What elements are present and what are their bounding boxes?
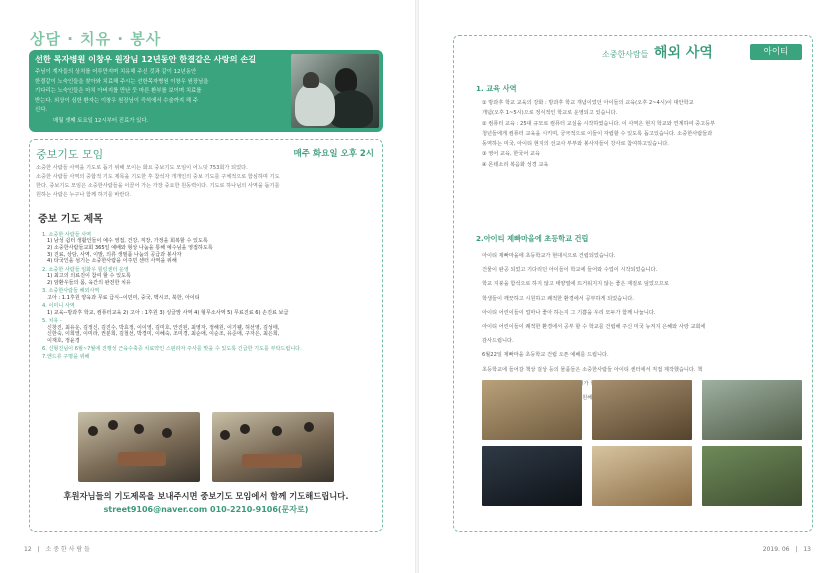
intro-line: 소중한 사람들 사역의 중합적 기도 제목을 기도한 후 참석자 개개인의 중보 기도를 구체적으로 함심하며 기도 — [36, 174, 280, 180]
clinic-title: 선한 목자병원 이창우 원장님 12년동안 한결같은 사랑의 손길 — [35, 54, 257, 64]
prayer-item-heading: 5. 치유 - — [42, 317, 62, 324]
prayer-title: 중보기도 모임 — [36, 148, 104, 161]
school-line: 감사드립니다. — [482, 338, 514, 345]
school-line: 건물이 완공 되었고 기다리던 아이들이 학교에 들어와 수업이 시작되었습니다. — [482, 267, 658, 274]
school-photo-4 — [482, 446, 582, 506]
haiti-tag: 아이티 — [750, 44, 802, 60]
page-number: 13 — [803, 546, 811, 553]
education-title: 1. 교육 사역 — [476, 84, 517, 93]
intro-line: 한다. 중보기도 모임은 소중한사람들을 이끌어 가는 가장 중요한 원동력이다. 기도로 하나님의 사역을 돕기를 — [36, 183, 280, 189]
clinic-body-line: 신다. — [35, 107, 48, 114]
edu-line: ③ 영어 교육, 한국어 교육 — [482, 151, 540, 158]
overseas-header — [602, 42, 713, 62]
prayer-item-heading: 6. 신형진님이 6월~7월에 진행성 근육수축증 치료약인 스핀라자 주사를 맞을 수 있도록 긴급한 기도를 부탁드립니다. — [42, 346, 302, 353]
footer-contact: street9106@naver.com 010-2210-9106(문자로) — [103, 505, 309, 514]
edu-line: 동역하는 미국, 아이티 현지의 선교사 부부와 봉사자들이 강사로 참여하고있습니다. — [482, 141, 669, 148]
prayer-photo-2 — [212, 412, 334, 482]
prayer-item-heading: 1. 소중한 사람들 사역 — [42, 231, 92, 238]
edu-line: ② 컴퓨터 교육 : 25대 규모로 컴퓨터 교실을 시작하였습니다. 이 사역은 현지 학교와 연계하여 중고등부 — [482, 120, 716, 127]
issue-date: 2019. 06 — [762, 546, 790, 553]
clinic-box — [29, 50, 383, 132]
school-line: 아이티 어린이들이 얼마나 좋아 하는지 그 기쁨을 우리 모두가 함께 나눕니다. — [482, 309, 656, 316]
page-number: 12 — [24, 546, 32, 553]
right-page-footer: 2019. 06 | 13 — [762, 546, 811, 553]
prayer-item-line: 이재호, 정윤경 — [47, 338, 80, 345]
school-photo-6 — [702, 446, 802, 506]
clinic-body — [35, 68, 287, 127]
school-line: 아이티 어린이들이 쾌적한 환경에서 공부 할 수 학교를 건립해 주신 미국 뉴저지 은혜와 사랑 교회에 — [482, 324, 706, 331]
left-page-footer: 12 | 소 중 한 사 람 들 — [24, 546, 90, 553]
prayer-item-heading: 2. 소중한 사람들 임화우 힐링센터 운영 — [42, 266, 129, 273]
school-line: 학교 지붕을 함석으로 하지 않고 태양열에 뜨거워지지 않는 좋은 재질로 덮었으므로 — [482, 281, 669, 288]
left-page — [0, 0, 417, 573]
prayer-item-line: 신창진, 최유운, 김정신, 김진수, 박효정, 이이영, 김미호, 안진된, 최영자, 정해원, 이기웰, 허선영, 김성태, — [47, 324, 280, 331]
clinic-photo — [291, 54, 379, 128]
school-line: 아이티 제빠마을에 초등학교가 현대식으로 건립되었습니다. — [482, 253, 616, 259]
header-small: 소중한사람들 — [602, 50, 649, 59]
clinic-body-line: 기다리는 노숙인들은 마치 아버지를 만난 듯 마른 환부를 보이며 치료를 — [35, 88, 202, 95]
clinic-body-line: 한결같이 노숙인들을 찾아와 치료해 주시는 선한목자병원 이창우 원장님을 — [35, 78, 209, 85]
page-label: 소 중 한 사 람 들 — [45, 546, 90, 553]
header-big: 해외 사역 — [653, 45, 713, 61]
overseas-box — [453, 35, 813, 532]
right-page — [417, 0, 835, 573]
school-photo-1 — [482, 380, 582, 440]
edu-line: 청년들에게 컴퓨터 교육을 시키며, 궁극적으로 이들이 자립할 수 있도록 돕고있습니다. 소중한사람들과 — [482, 130, 713, 137]
prayer-item-heading: 4. 이미니 사역 — [42, 303, 75, 310]
prayer-item-line: 1) 교육--방과후 학교, 컴퓨터교육 2) 고아 : 1후원 3) 싱글맘 사역 4) 형무소사역 5) 무료진료 6) 손진료 보급 — [47, 309, 289, 316]
prayer-meeting-time: 매주 화요일 오후 2시 — [293, 149, 374, 159]
school-line: 초등학교에 들어갈 책상 걸상 등의 물품들은 소중한사람들 아이티 센터에서 직접 제작했습니다. 책 — [482, 366, 703, 373]
school-photo-3 — [702, 380, 802, 440]
school-photo-2 — [592, 380, 692, 440]
prayer-item-line: 신한숙, 이희열, 이미라, 권분희, 김철선, 박경미, 이혜숙, 조미경, 최순애, 이순조, 유준애, 구자은, 최은희, — [47, 331, 280, 338]
school-line: 6월22일 제빠마을 초등학교 건립 오픈 예배를 드립니다. — [482, 352, 609, 359]
prayer-item-line: 3) 진료, 상담, 사역, 이발, 의류 생필품 나눔의 공급과 봉사자 — [47, 251, 182, 258]
education-list — [482, 98, 800, 170]
prayer-item-line: 2) 암환우들의 몸, 육간의 완전한 치유 — [47, 279, 131, 286]
school-photo-5 — [592, 446, 692, 506]
prayer-item-heading: 7.앤드류 구명을 위해 — [42, 354, 90, 361]
prayer-item-line: 1) 남성 쉼터 생활인들이 예수 영접, 건강, 직장, 가정을 회복할 수 있도록 — [47, 238, 208, 245]
prayer-item-line: 4) 타국인을 섬기는 소중한사람을 이주민 센터 사역을 위해 — [47, 258, 177, 265]
prayer-subtitle: 중보 기도 제목 — [38, 214, 103, 225]
prayer-item-line: 2) 소중한사람들교회 365일 예배와 형상 나눔을 통해 예수님을 영접하도록 — [47, 244, 213, 251]
school-photos — [482, 380, 802, 506]
prayer-footer — [29, 488, 383, 518]
intro-line: 원하는 사람은 누구나 함께 하기를 바란다. — [36, 192, 132, 198]
clinic-body-line: 받는다. 외상이 심한 환자는 이창우 원장님이 즉석에서 수술까지 해 주 — [35, 97, 198, 104]
footer-line-1: 후원자님들의 기도제목을 보내주시면 중보기도 모임에서 함께 기도해드립니다. — [63, 491, 349, 501]
clinic-schedule: 매월 셋째 토요일 12시부터 진료가 있다. — [53, 117, 149, 124]
edu-line: ① 방과후 학교 교육의 강화 : 방과후 학교 개념이었던 아이들의 교육(오후 2~4시)이 대안학교 — [482, 100, 694, 106]
school-line: 후원해 — [577, 395, 593, 402]
intro-line: 소중한 사람들 사역을 기도로 돕기 위해 모이는 화요 중보기도 모임이 어느덧 753회가 되었다. — [36, 165, 248, 171]
prayer-item-line: 고아 : 1.1후원 양육과 무료 급식--이민미, 중국, 멕시코, 북한, 아이티 — [47, 294, 200, 301]
prayer-photo-1 — [78, 412, 200, 482]
clinic-body-line: 주님이 계자들의 상처를 어루만지며 치유해 주신 것과 같이 12년동안 — [35, 69, 197, 75]
prayer-items — [42, 230, 378, 361]
section-title: 상담 · 치유 · 봉사 — [30, 30, 162, 48]
edu-line: ④ 몬테소리 복음화 성경 교육 — [482, 161, 549, 168]
prayer-item-line: 1) 최고의 의료진이 참여 할 수 있도록 — [47, 273, 131, 280]
edu-line: 개념(오후 1~5시)으로 정식적인 학교로 운영되고 있습니다. — [482, 110, 618, 117]
school-title: 2.아이티 제빠마을에 초등학교 건립 — [476, 234, 589, 243]
prayer-item-heading: 3. 소중한사람들 해외사역 — [42, 288, 100, 295]
prayer-box — [29, 139, 383, 532]
prayer-intro — [36, 164, 376, 200]
school-line: 학생들이 깨끗하고 시원하고 쾌적한 환경에서 공부하게 되었습니다. — [482, 295, 634, 302]
prayer-photos — [78, 412, 334, 482]
